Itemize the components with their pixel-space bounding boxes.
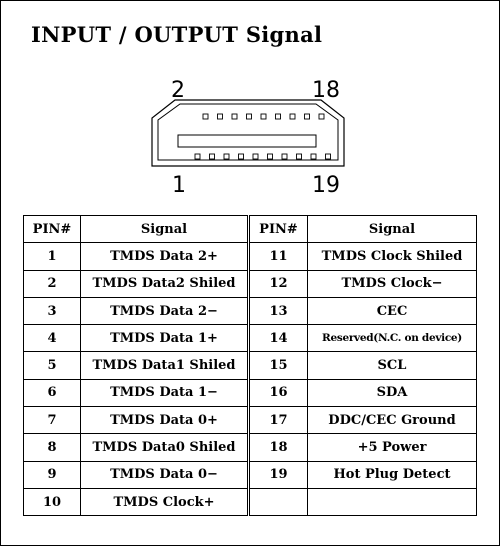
pin-number-right: 19 (249, 461, 308, 488)
pin-number-left: 3 (24, 297, 81, 324)
pin-signal-table (23, 215, 477, 516)
pin-contact-top (290, 114, 295, 119)
table-row (24, 297, 477, 324)
signal-name-right: DDC/CEC Ground (308, 407, 477, 434)
connector-outer-shell (152, 100, 344, 166)
pin-contact-bottom (224, 154, 229, 159)
pin-contact-bottom (195, 154, 200, 159)
pin-number-left: 10 (24, 488, 81, 515)
pin-number-left: 4 (24, 325, 81, 352)
table-row (24, 270, 477, 297)
header-signal-left: Signal (81, 216, 249, 243)
pin-number-right: 17 (249, 407, 308, 434)
pin-contact-top (247, 114, 252, 119)
pin-number-left: 6 (24, 379, 81, 406)
table-row (24, 407, 477, 434)
pin-row-top (203, 114, 324, 119)
header-pin-right: PIN# (249, 216, 308, 243)
table-row (24, 461, 477, 488)
pin-number-right: 16 (249, 379, 308, 406)
pin-number-left: 2 (24, 270, 81, 297)
pin-row-bottom (195, 154, 331, 159)
connector-tongue (178, 135, 316, 147)
signal-name-left: TMDS Data1 Shiled (81, 352, 249, 379)
pin-number-right: 18 (249, 434, 308, 461)
pin-contact-top (232, 114, 237, 119)
pin-label-top-right: 18 (312, 78, 340, 103)
pin-contact-bottom (210, 154, 215, 159)
pin-label-bottom-right: 19 (312, 173, 340, 198)
pin-number-right: 15 (249, 352, 308, 379)
signal-name-left: TMDS Data2 Shiled (81, 270, 249, 297)
pin-number-right: 13 (249, 297, 308, 324)
table-row (24, 325, 477, 352)
signal-name-right: +5 Power (308, 434, 477, 461)
header-signal-right: Signal (308, 216, 477, 243)
pin-number-left: 5 (24, 352, 81, 379)
signal-name-right (308, 488, 477, 515)
signal-name-right: SDA (308, 379, 477, 406)
pin-contact-bottom (326, 154, 331, 159)
pin-contact-top (276, 114, 281, 119)
signal-name-right: CEC (308, 297, 477, 324)
pin-number-right: 11 (249, 243, 308, 270)
pin-contact-top (305, 114, 310, 119)
pin-number-right: 12 (249, 270, 308, 297)
signal-name-right: TMDS Clock Shiled (308, 243, 477, 270)
pin-contact-bottom (311, 154, 316, 159)
signal-name-left: TMDS Data 0− (81, 461, 249, 488)
table-row (24, 352, 477, 379)
connector-inner-shell (158, 104, 338, 160)
signal-name-left: TMDS Clock+ (81, 488, 249, 515)
signal-name-left: TMDS Data 0+ (81, 407, 249, 434)
pin-contact-bottom (282, 154, 287, 159)
pin-number-left: 1 (24, 243, 81, 270)
table-row (24, 488, 477, 515)
table-row (24, 434, 477, 461)
page-title: INPUT / OUTPUT Signal (31, 22, 323, 47)
pin-contact-bottom (268, 154, 273, 159)
pin-contact-top (261, 114, 266, 119)
signal-name-left: TMDS Data0 Shiled (81, 434, 249, 461)
pin-number-left: 7 (24, 407, 81, 434)
signal-name-right: Reserved(N.C. on device) (308, 325, 477, 352)
pin-label-top-left: 2 (171, 78, 185, 103)
pin-contact-top (218, 114, 223, 119)
signal-name-right: TMDS Clock− (308, 270, 477, 297)
pin-number-right: 14 (249, 325, 308, 352)
header-pin-left: PIN# (24, 216, 81, 243)
signal-name-right: SCL (308, 352, 477, 379)
pin-number-left: 9 (24, 461, 81, 488)
pin-number-left: 8 (24, 434, 81, 461)
table-row (24, 243, 477, 270)
hdmi-connector-diagram (148, 98, 348, 170)
pin-contact-top (203, 114, 208, 119)
table-header-row (24, 216, 477, 243)
signal-name-right: Hot Plug Detect (308, 461, 477, 488)
pin-contact-bottom (253, 154, 258, 159)
signal-name-left: TMDS Data 2− (81, 297, 249, 324)
signal-name-left: TMDS Data 1+ (81, 325, 249, 352)
signal-name-left: TMDS Data 2+ (81, 243, 249, 270)
pin-contact-bottom (297, 154, 302, 159)
signal-name-left: TMDS Data 1− (81, 379, 249, 406)
pin-contact-bottom (239, 154, 244, 159)
pin-number-right (249, 488, 308, 515)
table-row (24, 379, 477, 406)
pin-label-bottom-left: 1 (172, 173, 186, 198)
pin-contact-top (319, 114, 324, 119)
